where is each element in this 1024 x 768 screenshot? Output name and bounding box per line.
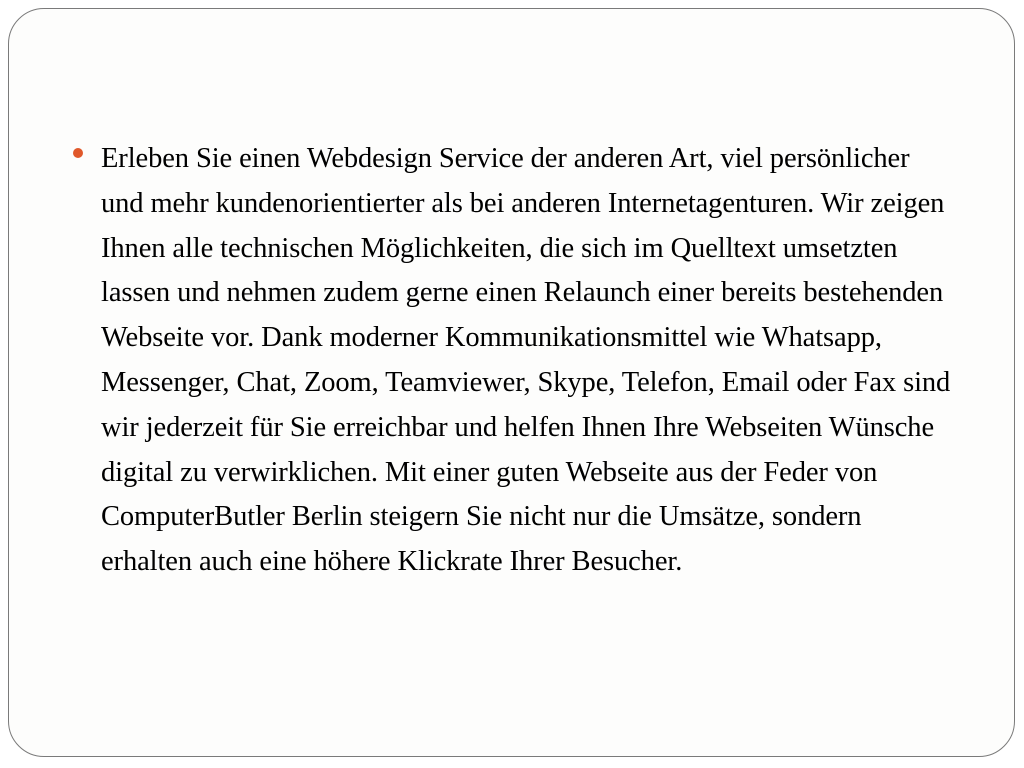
bullet-text: Erleben Sie einen Webdesign Service der anderen Art, viel persönlicher und mehr kundenorientierter als bei anderen Internetagenturen. Wir zeigen Ihnen alle technischen Möglichkeiten, die sich im Quelltext umsetzten lassen und nehmen zudem gerne einen Relaunch einer bereits bestehenden Webseite vor. Dank moderner Kommunikationsmittel wie Whatsapp, Messenger, Chat, Zoom, Teamviewer, Skype, Telefon, Email oder Fax sind wir jederzeit für Sie erreichbar und helfen Ihnen Ihre Webseiten Wünsche digital zu verwirklichen. Mit einer guten Webseite aus der Feder von ComputerButler Berlin steigern Sie nicht nur die Umsätze, sondern erhalten auch eine höhere Klickrate Ihrer Besucher.: [101, 143, 951, 578]
bullet-item: [71, 137, 951, 585]
bullet-dot-icon: [73, 148, 83, 158]
bullet-list: [71, 137, 951, 585]
slide-frame: [8, 8, 1015, 757]
